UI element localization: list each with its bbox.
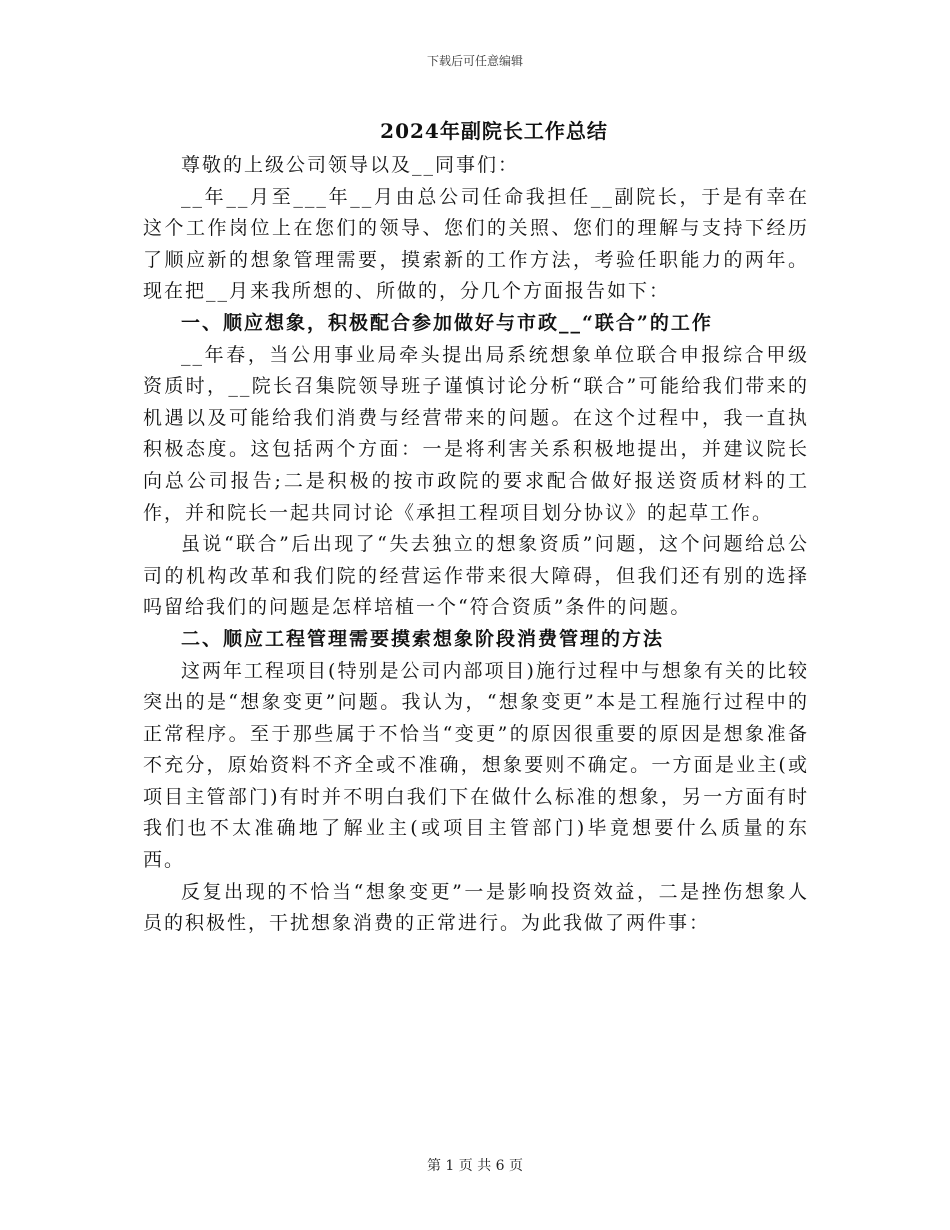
- section-2-paragraph-2: 反复出现的不恰当“想象变更”一是影响投资效益，二是挫伤想象人员的积极性，干扰想象消费的正常进行。为此我做了两件事：: [143, 880, 809, 935]
- header-note: 下载后可任意编辑: [426, 54, 523, 68]
- document-body: [143, 150, 809, 940]
- intro-paragraph: __年__月至___年__月由总公司任命我担任__副院长，于是有幸在这个工作岗位上在您们的领导、您们的关照、您们的理解与支持下经历了顺应新的想象管理需要，摸索新的工作方法，考验任职能力的两年。现在把__月来我所想的、所做的，分几个方面报告如下：: [143, 185, 809, 303]
- page-footer: 第 1 页 共 6 页: [426, 1158, 524, 1174]
- section-1-paragraph-2: 虽说“联合”后出现了“失去独立的想象资质”问题，这个问题给总公司的机构改革和我们院的经营运作带来很大障碍，但我们还有别的选择吗留给我们的问题是怎样培植一个“符合资质”条件的问题。: [143, 533, 809, 619]
- section-1-paragraph-1: __年春，当公用事业局牵头提出局系统想象单位联合申报综合甲级资质时，__院长召集院领导班子谨慎讨论分析“联合”可能给我们带来的机遇以及可能给我们消费与经营带来的问题。在这个过程中，我一直执积极态度。这包括两个方面：一是将利害关系积极地提出，并建议院长向总公司报告;二是积极的按市政院的要求配合做好报送资质材料的工作，并和院长一起共同讨论《承担工程项目划分协议》的起草工作。: [143, 343, 809, 524]
- document-title: 2024年副院长工作总结: [380, 119, 608, 143]
- section-heading-2: 二、顺应工程管理需要摸索想象阶段消费管理的方法: [181, 627, 665, 650]
- salutation-paragraph: 尊敬的上级公司领导以及__同事们：: [181, 154, 520, 176]
- section-2-paragraph-1: 这两年工程项目(特别是公司内部项目)施行过程中与想象有关的比较突出的是“想象变更”问题。我认为，“想象变更”本是工程施行过程中的正常程序。至于那些属于不恰当“变更”的原因很重要的原因是想象准备不充分，原始资料不齐全或不准确，想象要则不确定。一方面是业主(或项目主管部门)有时并不明白我们下在做什么标准的想象，另一方面有时我们也不太准确地了解业主(或项目主管部门)毕竟想要什么质量的东西。: [143, 659, 809, 872]
- section-heading-1: 一、顺应想象，积极配合参加做好与市政__“联合”的工作: [181, 311, 713, 334]
